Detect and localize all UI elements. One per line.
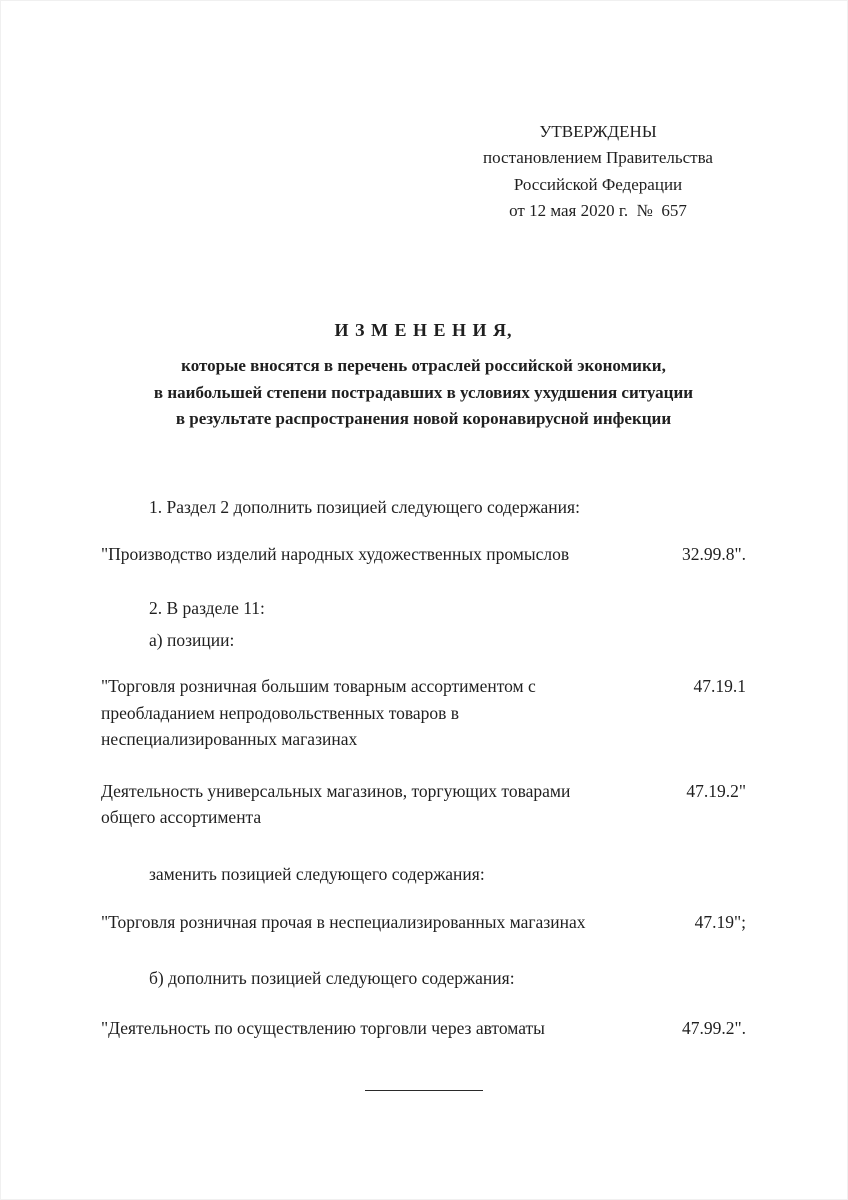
- entry-row: [101, 909, 746, 935]
- entry-text: "Производство изделий народных художественных промыслов: [101, 543, 570, 564]
- paragraph-section-11: 2. В разделе 11:: [149, 597, 265, 618]
- document-title: И З М Е Н Е Н И Я,: [334, 320, 513, 341]
- approval-line-decree: постановлением Правительства: [483, 148, 713, 168]
- entry-text: Деятельность универсальных магазинов, торгующих товарами общего ассортимента: [101, 781, 571, 828]
- approval-line-approved: УТВЕРЖДЕНЫ: [539, 122, 657, 141]
- entry-text: "Деятельность по осуществлению торговли через автоматы: [101, 1018, 545, 1039]
- paragraph-section-2: 1. Раздел 2 дополнить позицией следующего содержания:: [149, 497, 580, 518]
- document-content: [101, 1, 746, 1091]
- entry-code: 47.19.1: [693, 676, 746, 697]
- document-title-block: [101, 320, 746, 432]
- entry-code: 32.99.8".: [681, 543, 746, 564]
- separator-line: [365, 1090, 483, 1091]
- title-subtitle-line-3: в результате распространения новой коронавирусной инфекции: [175, 409, 672, 429]
- entry-row: [101, 778, 746, 831]
- entry-code: 47.19.2": [686, 781, 746, 802]
- approval-line-federation: Российской Федерации: [513, 174, 683, 194]
- entry-text: "Торговля розничная большим товарным ассортиментом с преобладанием непродовольственных товаров в неспециализированных магазинах: [101, 676, 536, 749]
- paragraph-add-position: б) дополнить позицией следующего содержания:: [149, 968, 515, 989]
- approval-line-date-number: от 12 мая 2020 г. № 657: [509, 201, 687, 221]
- paragraph-replace: заменить позицией следующего содержания:: [149, 863, 485, 884]
- approval-block: [452, 119, 744, 224]
- entry-code: 47.99.2".: [681, 1018, 746, 1039]
- entry-text: "Торговля розничная прочая в неспециализированных магазинах: [101, 911, 586, 932]
- title-subtitle-line-1: которые вносятся в перечень отраслей российской экономики,: [181, 356, 666, 376]
- entry-row: [101, 673, 746, 752]
- title-subtitle-line-2: в наибольшей степени пострадавших в условиях ухудшения ситуации: [153, 382, 694, 402]
- entry-row: [101, 541, 746, 567]
- entry-code: 47.19";: [694, 911, 746, 932]
- paragraph-positions: а) позиции:: [149, 630, 235, 651]
- entry-row: [101, 1015, 746, 1041]
